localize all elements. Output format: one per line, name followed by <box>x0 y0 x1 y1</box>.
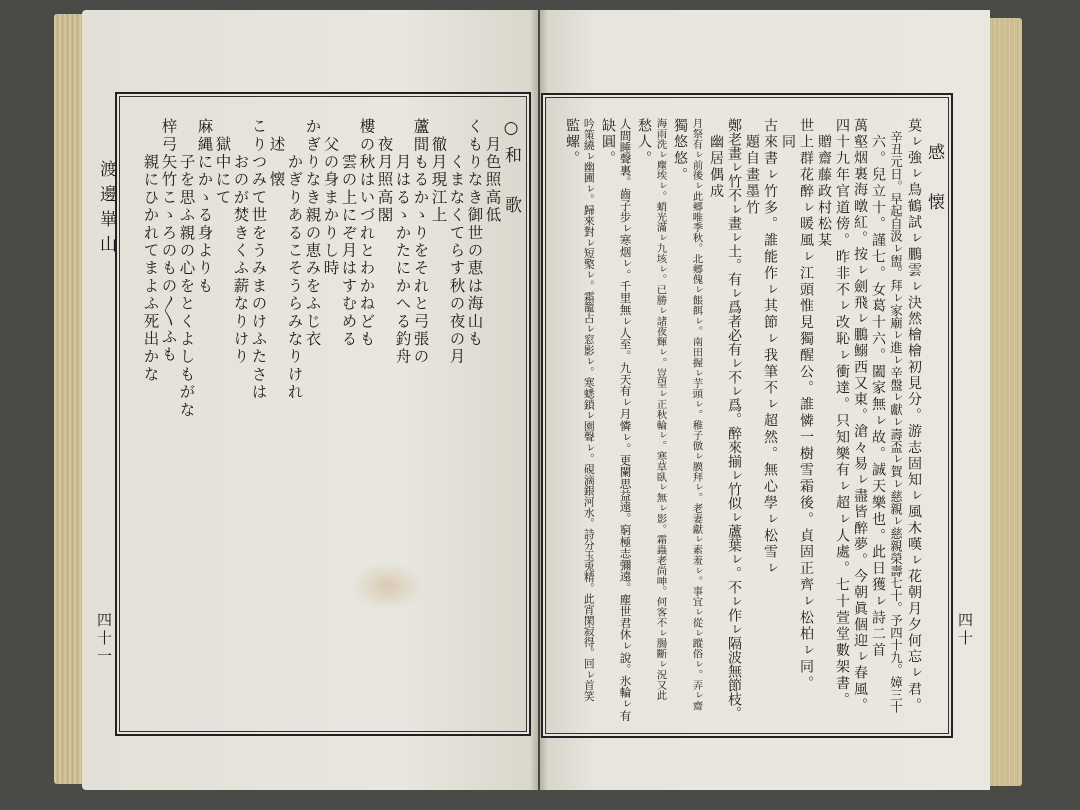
left-column: くもりなき御世の恵は海山も <box>465 118 484 349</box>
left-column: 述 懐 <box>267 118 286 189</box>
right-column: 海雨洗ㇾ塵埃ㇾ。蛸光滿ㇾ九垓ㇾ。已勝ㇾ諸夜輝ㇾ。豈望ㇾ正秋輪ㇾ。寒草臥ㇾ無ㇾ影。霜蟲老尚呻。何客不ㇾ腸斷ㇾ況又此 <box>654 118 667 701</box>
left-column: 子を思ふ親の心をとくよしもがな <box>177 118 196 419</box>
left-column: おのが焚きくふ薪なりけり <box>231 118 250 366</box>
left-column: 月色照高低 <box>483 118 502 225</box>
left-column: 徹月現江上 <box>429 118 448 225</box>
right-column: 萬壑烟裏海暾紅。按ㇾ劍飛ㇾ鵬鰯西又東。滄々易ㇾ盡皆醉夢。今朝眞個迎ㇾ春風。 <box>852 118 868 714</box>
right-column: 贈齋藤政村松某 <box>816 118 832 250</box>
right-column: 吟策繞ㇾ幽圃ㇾ。歸來對ㇾ短檠ㇾ。霜籠占ㇾ窓影ㇾ。寒蟋鎖ㇾ園聲ㇾ。硯滴銀河水。詩分玉兎精。此宵閑寂得。回ㇾ首笑 <box>582 118 596 702</box>
right-column: 感 懐 <box>924 118 944 218</box>
right-column: 辛丑元日。早起自汲ㇾ盥。拜ㇾ家廟ㇾ進ㇾ辛盤ㇾ獻ㇾ壽盃ㇾ賀ㇾ慈親ㇾ慈親榮壽七十。予四十九。嫜三十 <box>888 118 904 714</box>
right-column: 鄭老畫ㇾ竹不ㇾ畫ㇾ土。有ㇾ爲者必有ㇾ不ㇾ爲。醉來揃ㇾ竹似ㇾ蘆葉ㇾ。不ㇾ作ㇾ隔波無節枝。 <box>726 118 742 720</box>
right-column: 四十九年官道傍。昨非不ㇾ改恥ㇾ衝達。只知樂有ㇾ超ㇾ人處。七十萱堂數架書。 <box>834 118 850 709</box>
right-column: 監螺。 <box>564 118 580 168</box>
left-column: 月はるゝかたにかへる釣舟 <box>393 118 412 366</box>
left-column: 獄中にて <box>213 118 232 207</box>
left-column: こりつみて世をうみまのけふたさは <box>249 118 268 402</box>
left-column: かぎりなき親の恵みをふじ衣 <box>303 118 322 349</box>
right-column: 莫ㇾ強ㇾ鳥鶴試ㇾ鵬雲ㇾ決然檜檜初見分。游志固知ㇾ風木嘆ㇾ花朝月夕何忘ㇾ君。 <box>906 118 922 714</box>
left-column: ○和 歌 <box>501 118 521 221</box>
left-column: 雲の上にぞ月はすむめる <box>339 118 358 349</box>
running-head: 渡邊崋山 <box>96 160 116 260</box>
right-column: 古來書ㇾ竹多。誰能作ㇾ其節ㇾ我筆不ㇾ超然。無心學ㇾ松雪ㇾ <box>762 118 778 578</box>
right-column: 缺圓。 <box>600 118 616 168</box>
left-page-number: 四十一 <box>95 612 113 666</box>
right-column: 六。兒立十。謹七。女葛十六。闔家無ㇾ故。誠天樂也。此日獲ㇾ詩二首 <box>870 118 886 660</box>
right-column: 月祭有ㇾ前後ㇾ此郷唯季秋。北郷傀ㇾ餦餌ㇾ。南田握ㇾ芋頭ㇾ。稚子倣ㇾ膜拜ㇾ。老妻獻ㇾ素羞ㇾ。事宜ㇾ從ㇾ蹤俗ㇾ。弄ㇾ齋 <box>690 118 703 711</box>
right-column: 題自畫墨竹 <box>744 118 760 217</box>
right-column: 愁人。 <box>636 118 652 168</box>
left-column: 父の身まかりし時 <box>321 118 340 278</box>
right-column: 獨悠悠。 <box>672 118 688 184</box>
left-column: 樓の秋はいづれとわかねども <box>357 118 376 349</box>
right-column: 世上群花醉ㇾ暖風ㇾ江頭惟見獨醒公。誰憐一樹雪霜後。貞固正齊ㇾ松柏ㇾ同。 <box>798 118 814 692</box>
right-column: 幽居偶成 <box>708 118 724 200</box>
left-column: 夜月照高閣 <box>375 118 394 225</box>
right-page-edges <box>986 18 1022 786</box>
right-column: 同 <box>780 118 796 151</box>
right-page-number: 四十 <box>956 612 974 648</box>
left-column: くまなくてらす秋の夜の月 <box>447 118 466 366</box>
right-column: 人間睡聲裏。齒子步ㇾ寒烟ㇾ。千里無ㇾ人至。九天有ㇾ月憐ㇾ。更闌思益遠。窮極志彌遠。塵世君休ㇾ說。氷輪ㇾ有 <box>618 118 633 722</box>
left-column: 蘆間もるかゝりをそれと弓張の <box>411 118 430 366</box>
left-column: 麻縄にかゝる身よりも <box>195 118 214 295</box>
left-column: 親にひかれてまよふ死出かな <box>141 118 160 384</box>
left-column: かぎりあるこそうらみなりけれ <box>285 118 304 402</box>
left-column: 梓弓矢竹こゝろのもの〳〵ふも <box>159 118 178 364</box>
